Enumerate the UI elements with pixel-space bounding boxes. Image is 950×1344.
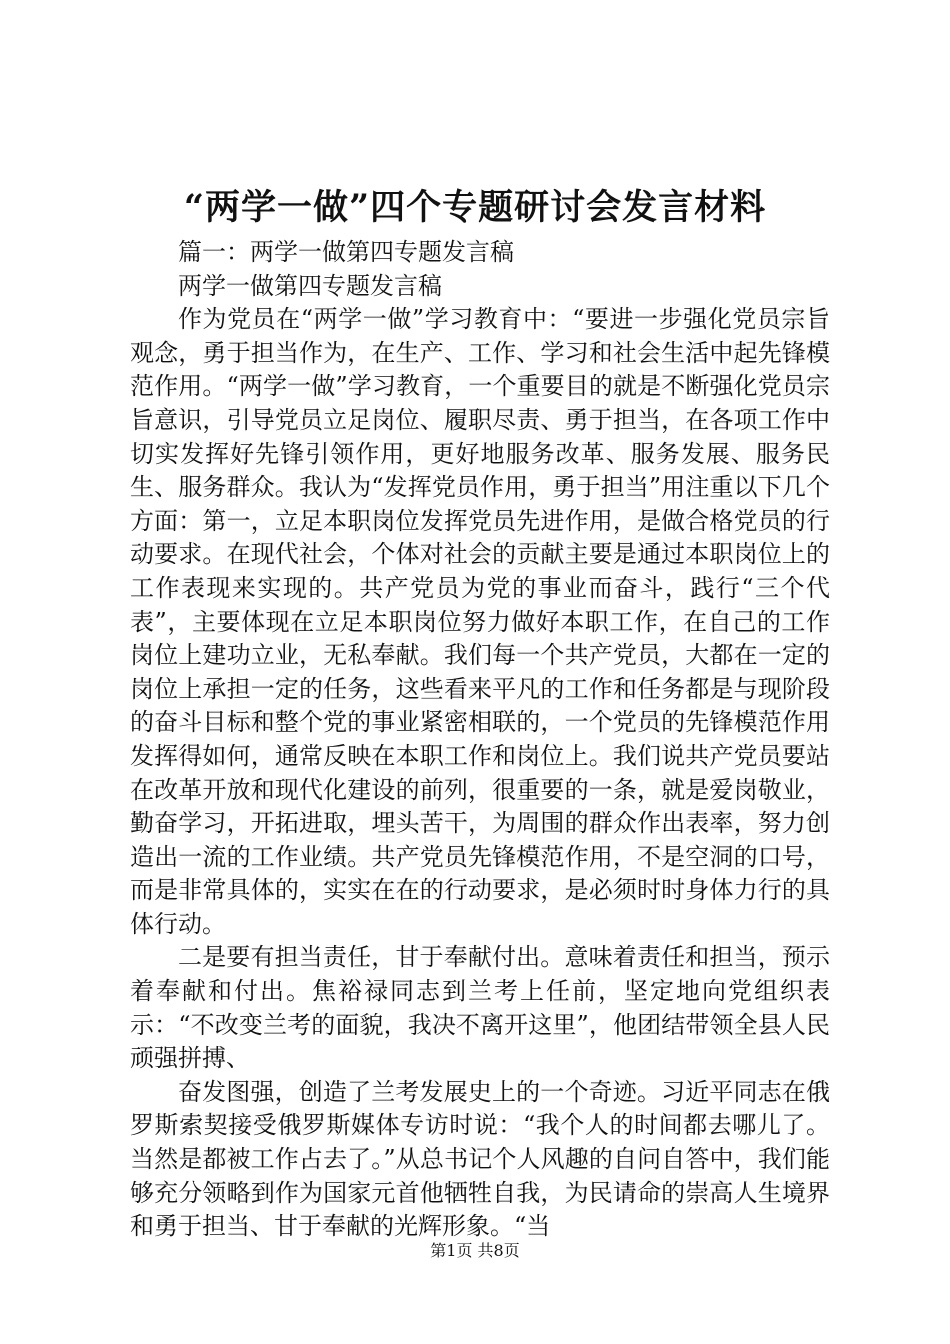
paragraph: 两学一做第四专题发言稿 (178, 271, 442, 300)
paragraph: 篇一：两学一做第四专题发言稿 (178, 238, 514, 266)
paragraph: 二是要有担当责任，甘于奉献付出。意味着责任和担当，预示着奉献和付出。焦裕禄同志到兰考上任前，坚定地向党组织表示：“不改变兰考的面貌，我决不离开这里”，他团结带领全县人民顽强拼搏、 (130, 943, 830, 1073)
paragraph: 作为党员在“两学一做”学习教育中：“要进一步强化党员宗旨观念，勇于担当作为，在生产、工作、学习和社会生活中起先锋模范作用。“两学一做”学习教育，一个重要目的就是不断强化党员宗旨意识，引导党员立足岗位、履职尽责、勇于担当，在各项工作中切实发挥好先锋引领作用，更好地服务改革、服务发展、服务民生、服务群众。我认为“发挥党员作用，勇于担当”用注重以下几个方面：第一，立足本职岗位发挥党员先进作用，是做合格党员的行动要求。在现代社会，个体对社会的贡献主要是通过本职岗位上的工作表现来实现的。共产党员为党的事业而奋斗，践行“三个代表”，主要体现在立足本职岗位努力做好本职工作，在自己的工作岗位上建功立业，无私奉献。我们每一个共产党员，大都在一定的岗位上承担一定的任务，这些看来平凡的工作和任务都是与现阶段的奋斗目标和整个党的事业紧密相联的，一个党员的先锋模范作用发挥得如何，通常反映在本职工作和岗位上。我们说共产党员要站在改革开放和现代化建设的前列，很重要的一条，就是爱岗敬业，勤奋学习，开拓进取，埋头苦干，为周围的群众作出表率，努力创造出一流的工作业绩。共产党员先锋模范作用，不是空洞的口号，而是非常具体的，实实在在的行动要求，是必须时时身体力行的具体行动。 (130, 305, 830, 938)
document-body (130, 236, 830, 1244)
document-title: “两学一做”四个专题研讨会发言材料 (183, 187, 767, 228)
page-footer: 第1页 共8页 (430, 1241, 520, 1260)
paragraph: 奋发图强，创造了兰考发展史上的一个奇迹。习近平同志在俄罗斯索契接受俄罗斯媒体专访时说：“我个人的时间都去哪儿了。当然是都被工作占去了。”从总书记个人风趣的自问自答中，我们能够充分领略到作为国家元首他牺牲自我，为民请命的崇高人生境界和勇于担当、甘于奉献的光辉形象。“当 (130, 1077, 830, 1241)
